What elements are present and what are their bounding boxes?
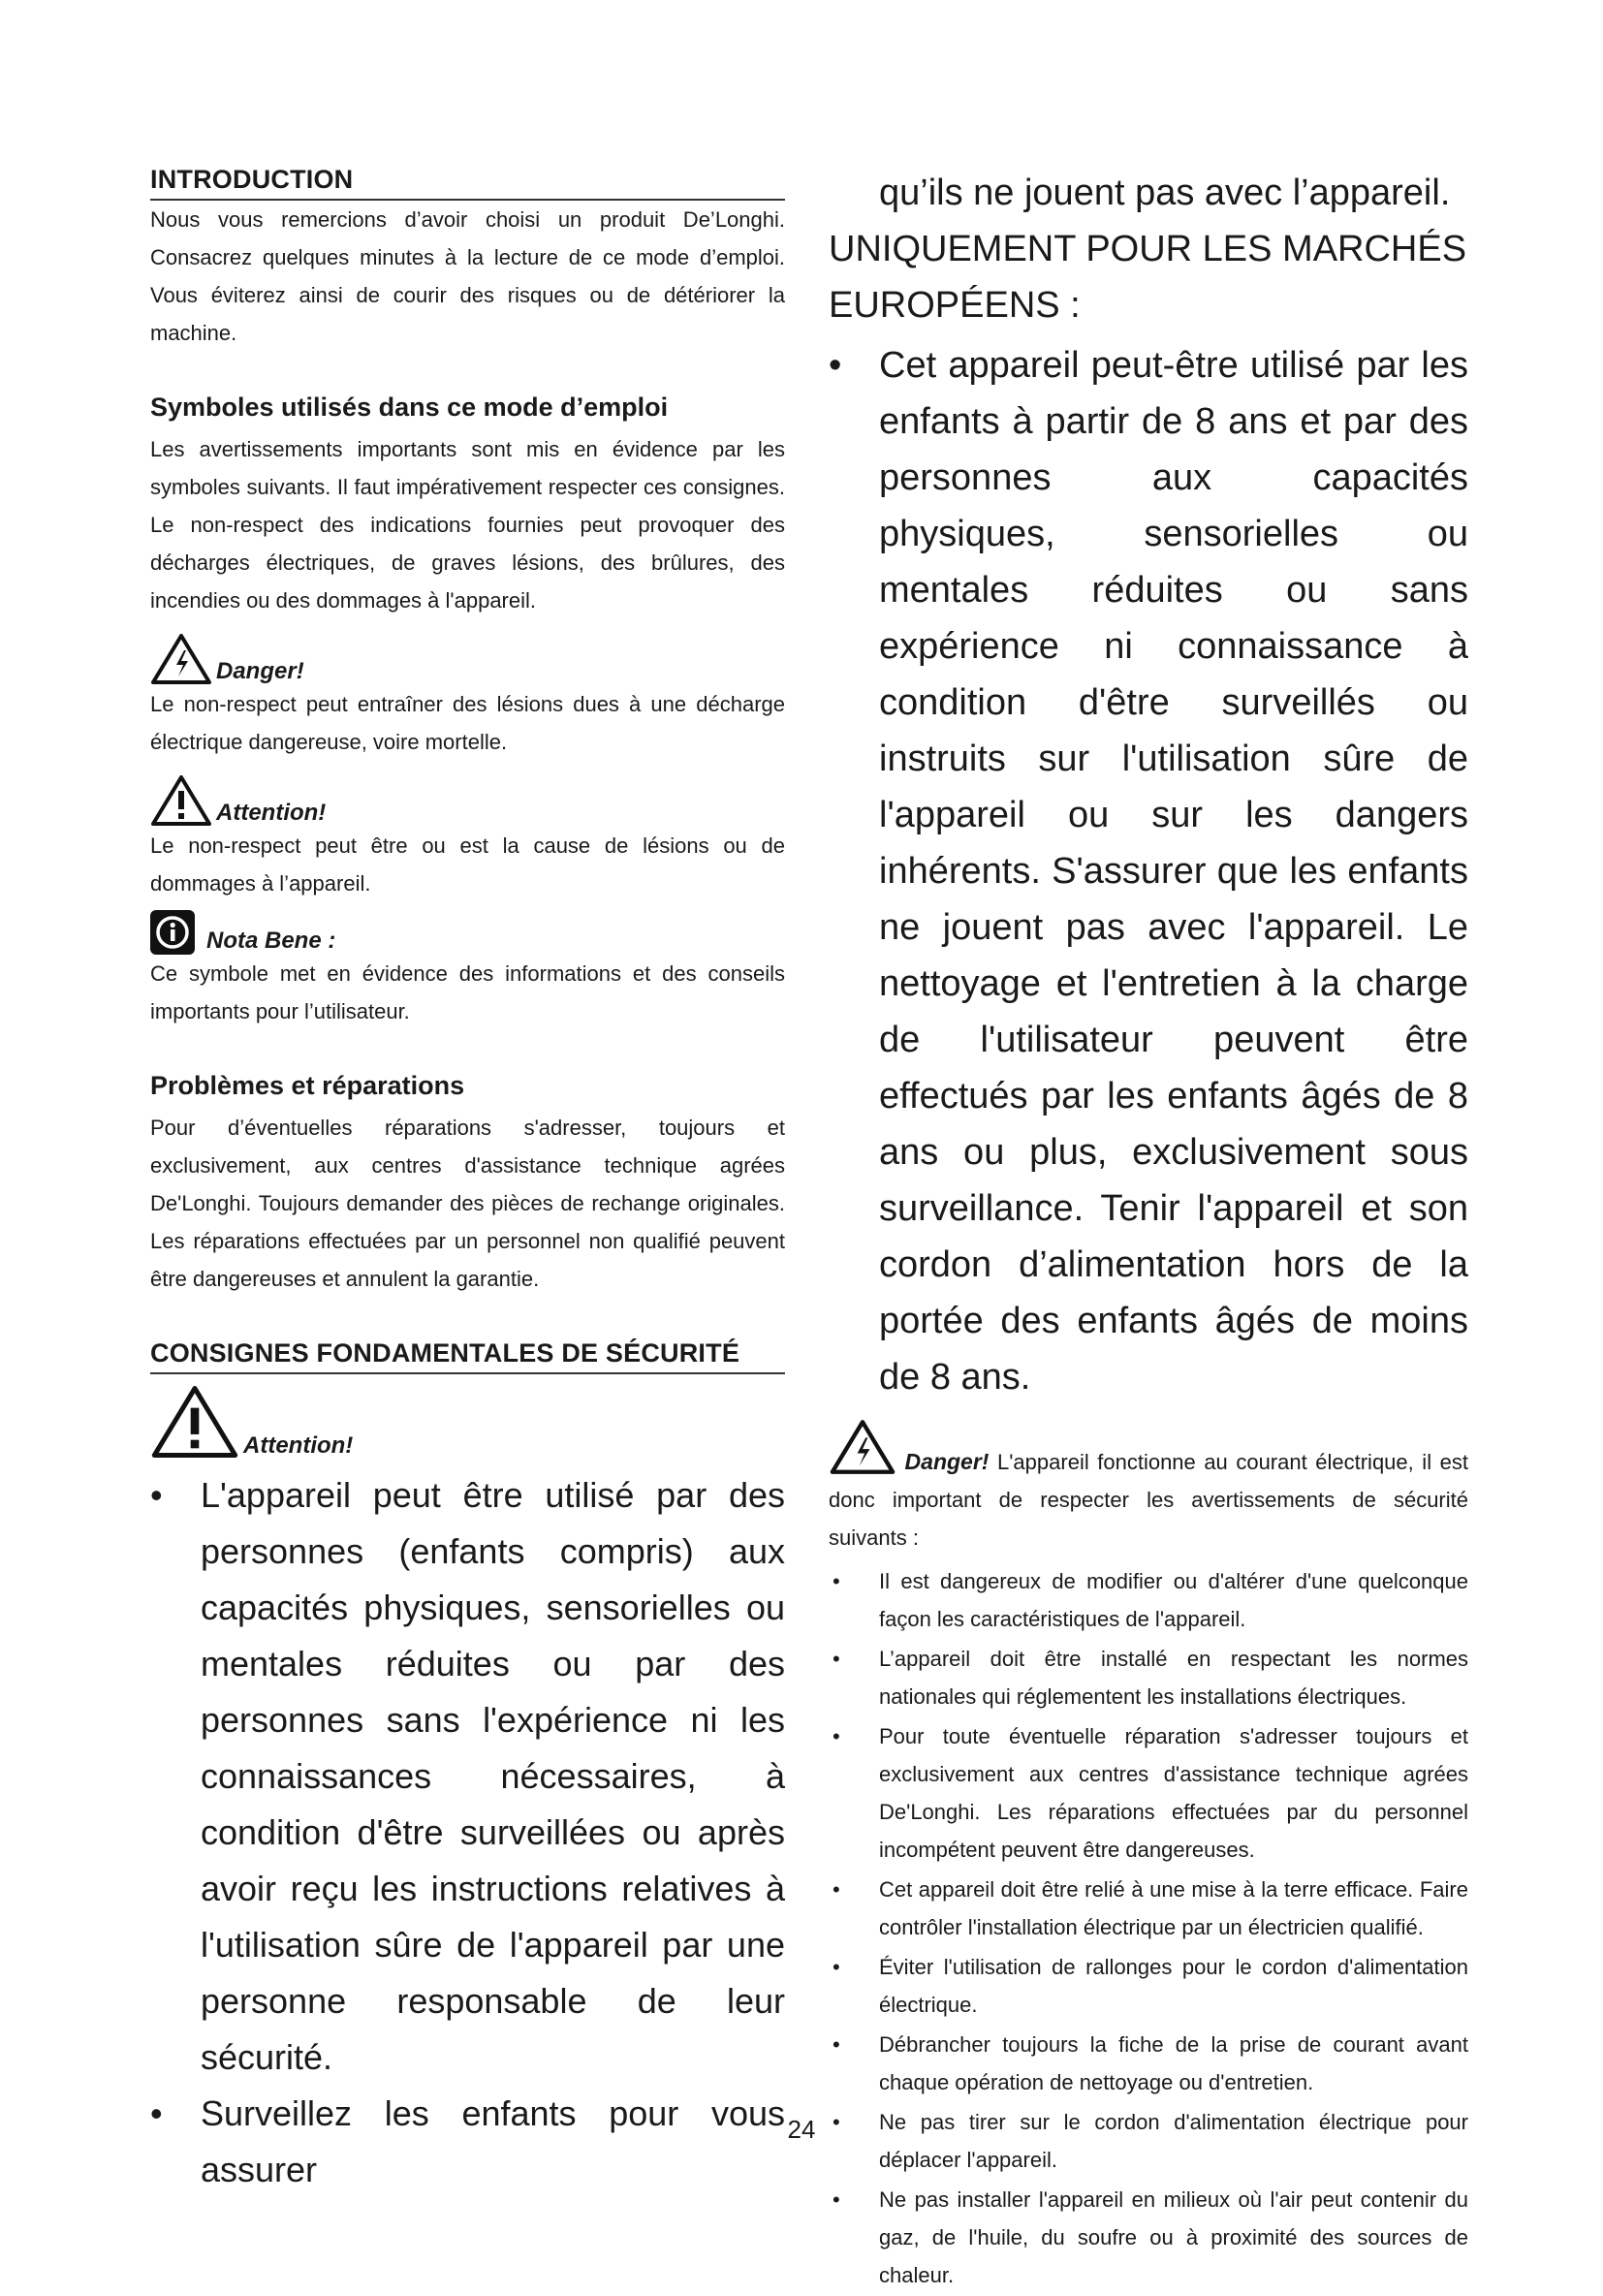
info-icon (150, 910, 195, 955)
intro-text: Nous vous remercions d’avoir choisi un produit De’Longhi. Consacrez quelques minutes à la lecture de ce mode d’emploi. Vous éviterez ainsi de courir des risques ou de détériorer la machine. (150, 207, 785, 345)
safety-attention-label: Attention! (243, 1432, 354, 1459)
safety-heading: CONSIGNES FONDAMENTALES DE SÉCURITÉ (150, 1338, 785, 1374)
problems-text: Pour d’éventuelles réparations s'adresser, toujours et exclusivement, aux centres d'assistance technique agrées De'Longhi. Toujours demander des pièces de rechange originales. Les réparations effectuées par un personnel non qualifié peuvent être dangereuses et annulent la garantie. (150, 1116, 785, 1291)
danger-bullet-list (829, 1562, 1468, 2294)
danger-text: L'appareil fonctionne au courant électrique, il est donc important de respecter les avertissements de sécurité suivants : (829, 1450, 1468, 1550)
electric-warning-icon (150, 633, 212, 685)
warning-icon (150, 774, 212, 827)
list-item: • Éviter l'utilisation de rallonges pour le cordon d'alimentation électrique. (829, 1948, 1468, 2024)
list-item: • Ne pas installer l'appareil en milieux où l'air peut contenir du gaz, de l'huile, du soufre ou à proximité des sources de chaleur. (829, 2181, 1468, 2294)
continuation-line: qu’ils ne jouent pas avec l’appareil. (879, 173, 1451, 213)
nota-text: Ce symbole met en évidence des informations et des conseils importants pour l’utilisateur. (150, 961, 785, 1023)
attention-label: Attention! (216, 800, 327, 826)
safety-bullet-list (150, 1467, 785, 2198)
danger-text: Le non-respect peut entraîner des lésions dues à une décharge électrique dangereuse, voire mortelle. (150, 692, 785, 754)
attention-symbol-row (150, 774, 785, 827)
list-item: • L’appareil doit être installé en respectant les normes nationales qui réglementent les installations électriques. (829, 1640, 1468, 1715)
symbols-heading: Symboles utilisés dans ce mode d’emploi (150, 393, 669, 422)
bullet-dot: • (829, 345, 842, 386)
danger-label: Danger! (904, 1449, 990, 1474)
nota-label: Nota Bene : (206, 928, 336, 954)
eu-bullet-text: Cet appareil peut-être utilisé par les enfants à partir de 8 ans et par des personnes aux capacités physiques, sensorielles ou mentales réduites ou sans expérience ni connaissance à condition d'être surveillés ou instruits sur l'utilisation sûre de l'appareil ou sur les dangers inhérents. S'assurer que les enfants ne jouent pas avec l'appareil. Le nettoyage et l'entretien à la charge de l'utilisateur peuvent être effectués par les enfants âgés de 8 ans ou plus, exclusivement sous surveillance. Tenir l'appareil et son cordon d’alimentation hors de la portée des enfants âgés de moins de 8 ans. (879, 345, 1468, 1398)
list-item: • Cet appareil doit être relié à une mise à la terre efficace. Faire contrôler l'installation électrique par un électricien qualifié. (829, 1871, 1468, 1946)
warning-icon (150, 1384, 239, 1460)
danger-paragraph (829, 1419, 1468, 1557)
safety-attention-row (150, 1384, 785, 1460)
list-item: • Ne pas tirer sur le cordon d'alimentation électrique pour déplacer l'appareil. (829, 2103, 1468, 2179)
continuation-text (829, 165, 1468, 333)
nota-symbol-row (150, 910, 785, 955)
attention-text: Le non-respect peut être ou est la cause de lésions ou de dommages à l’appareil. (150, 833, 785, 896)
eu-bullet (829, 337, 1468, 1405)
eu-heading: UNIQUEMENT POUR LES MARCHÉS EUROPÉENS : (829, 229, 1467, 326)
problems-heading: Problèmes et réparations (150, 1071, 465, 1100)
intro-heading: INTRODUCTION (150, 165, 785, 201)
list-item: • Pour toute éventuelle réparation s'adresser toujours et exclusivement aux centres d'assistance technique agrées De'Longhi. Les réparations effectuées par du personnel incompétent peuvent être dangereuses. (829, 1717, 1468, 1869)
danger-label: Danger! (216, 658, 304, 684)
list-item: • Il est dangereux de modifier ou d'altérer d'une quelconque façon les caractéristiques de l'appareil. (829, 1562, 1468, 1638)
danger-symbol-row (150, 633, 785, 685)
list-item: • Débrancher toujours la fiche de la prise de courant avant chaque opération de nettoyage ou d'entretien. (829, 2026, 1468, 2101)
electric-warning-icon (829, 1419, 896, 1475)
list-item: • L'appareil peut être utilisé par des personnes (enfants compris) aux capacités physiques, sensorielles ou mentales réduites ou par des personnes sans l'expérience ni les connaissances nécessaires, à condition d'être surveillées ou après avoir reçu les instructions relatives à l'utilisation sûre de l'appareil par une personne responsable de leur sécurité. (150, 1467, 785, 2086)
page-number: 24 (787, 2115, 816, 2144)
symbols-text: Les avertissements importants sont mis en évidence par les symboles suivants. Il faut impérativement respecter ces consignes. Le non-respect des indications fournies peut provoquer des décharges électriques, de graves lésions, des brûlures, des incendies ou des dommages à l'appareil. (150, 437, 785, 613)
list-item: • Surveillez les enfants pour vous assurer (150, 2086, 785, 2198)
right-column (829, 165, 1468, 2296)
left-column (150, 165, 785, 2198)
